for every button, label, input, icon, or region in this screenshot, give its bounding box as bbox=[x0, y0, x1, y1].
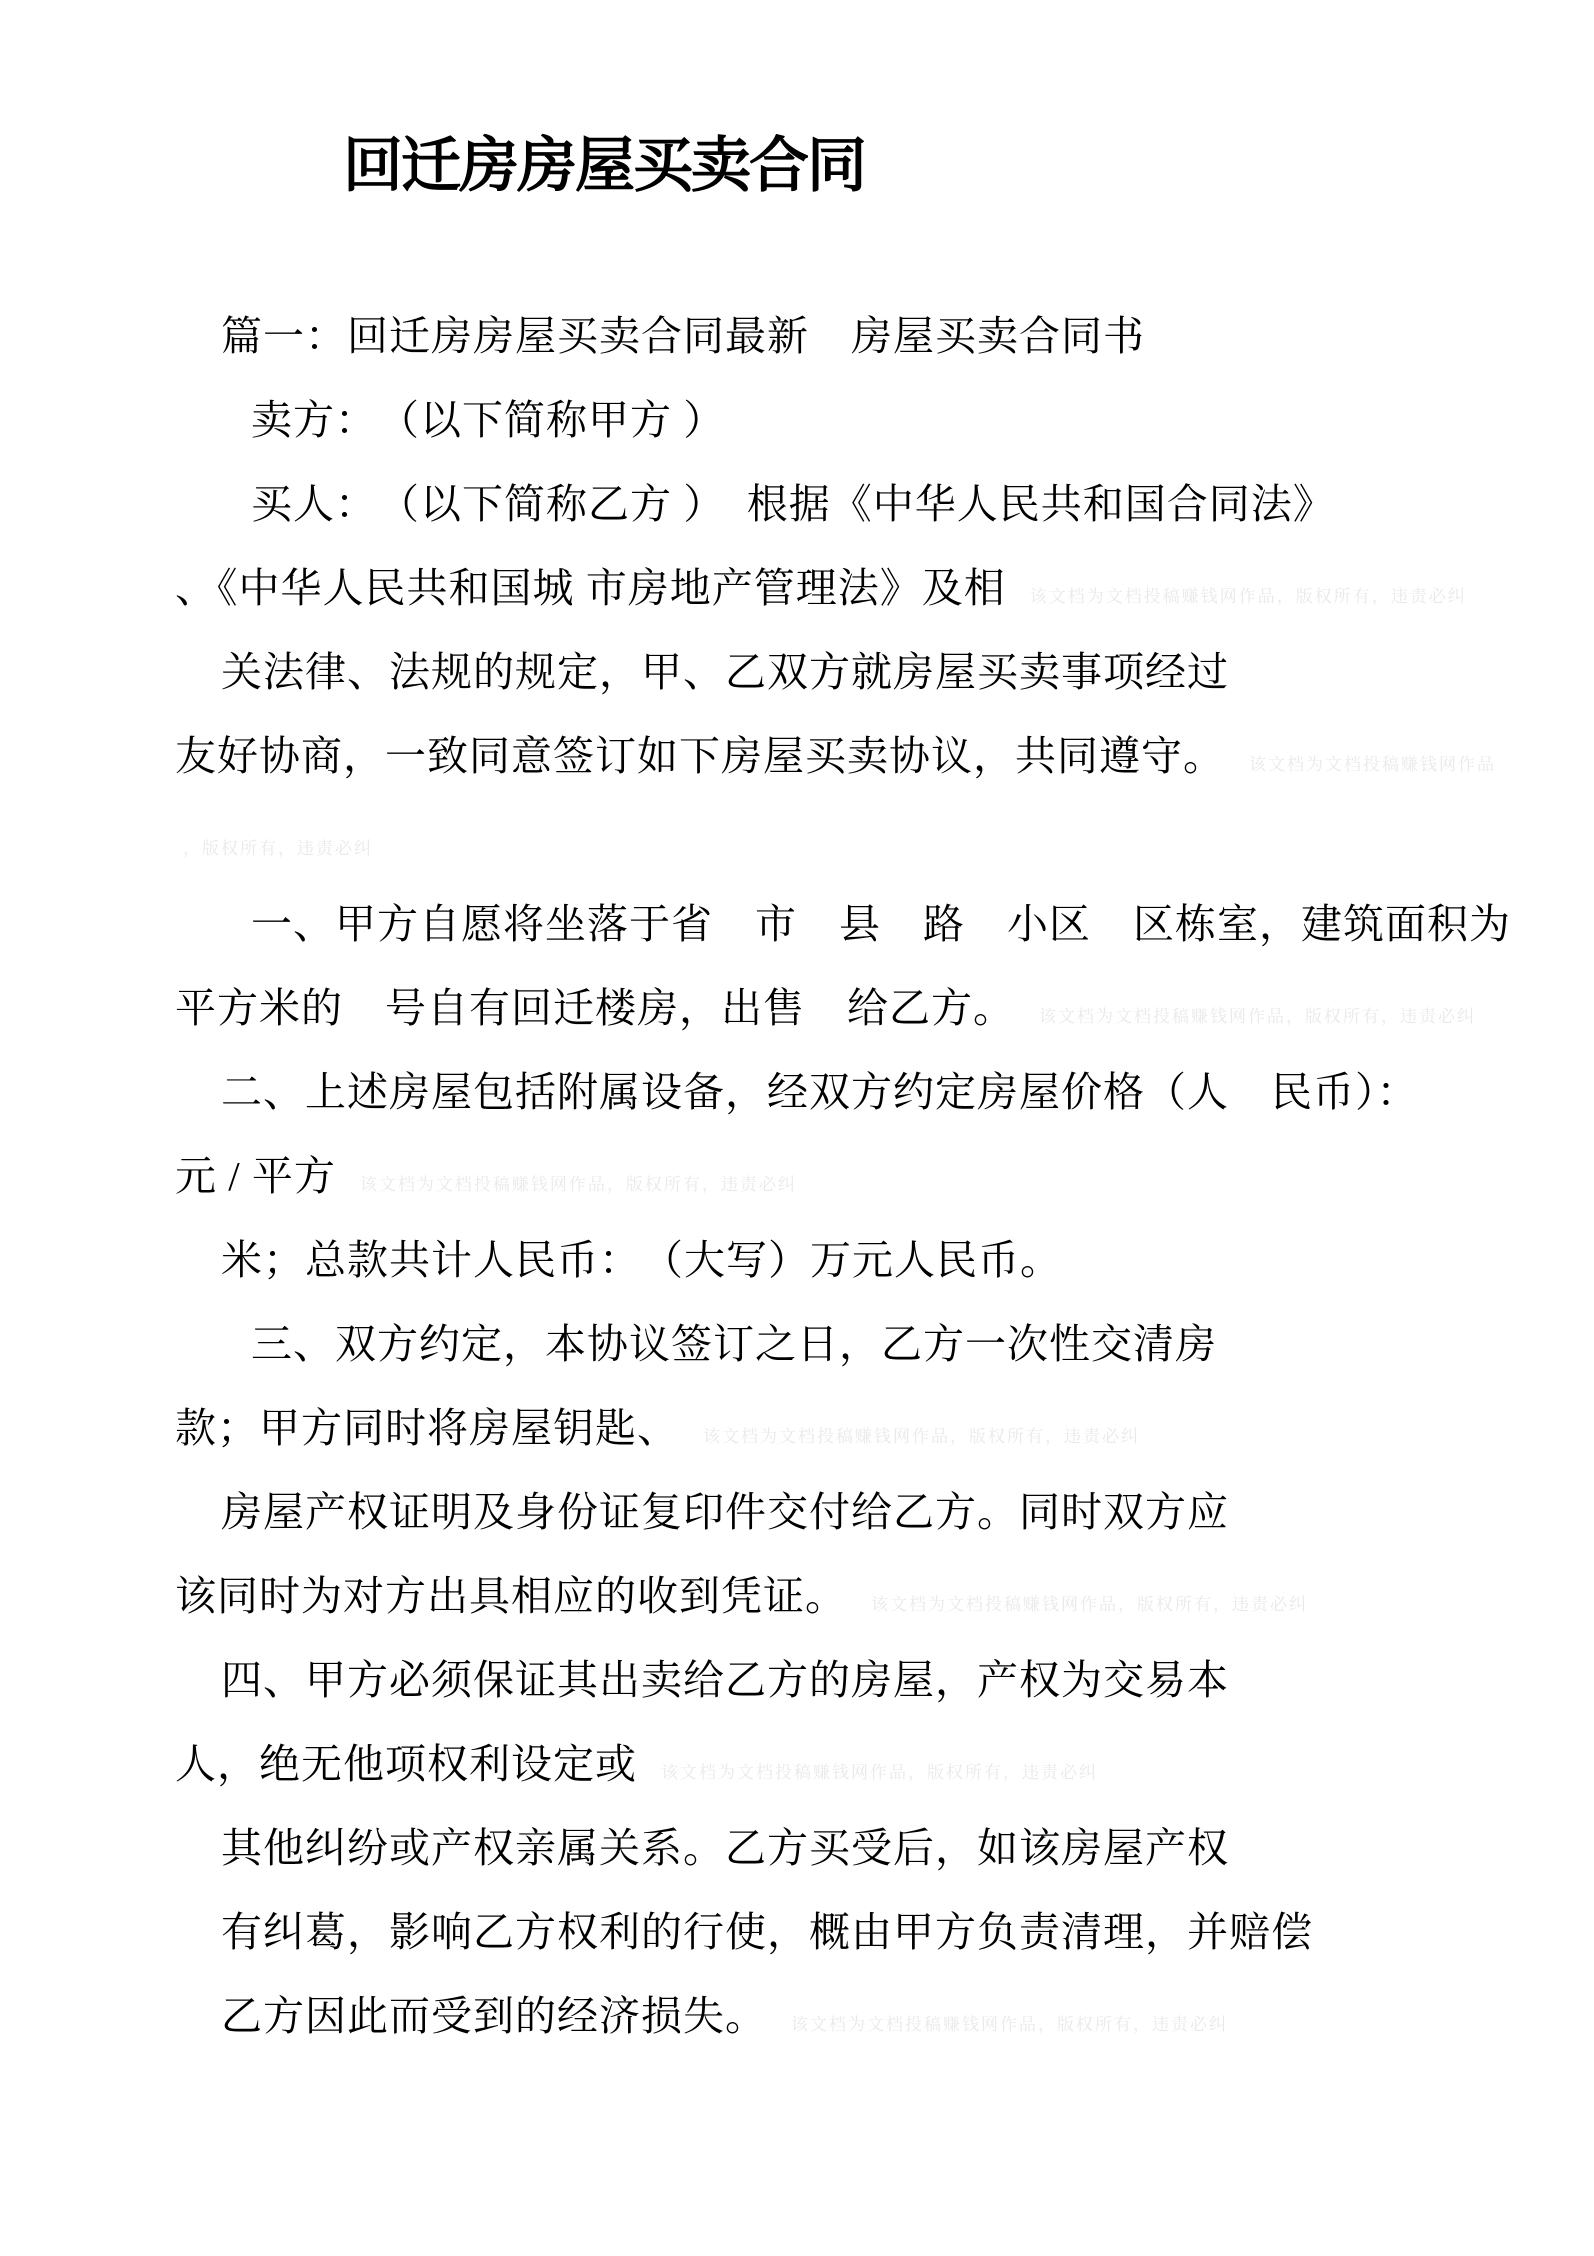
document-line bbox=[175, 1302, 1494, 1386]
document-line bbox=[175, 1638, 1494, 1722]
document-line bbox=[175, 714, 1494, 798]
line-text: 乙方因此而受到的经济损失。 bbox=[221, 1993, 767, 2039]
document-line bbox=[175, 378, 1494, 462]
line-text: 关法律、法规的规定，甲、乙双方就房屋买卖事项经过 bbox=[221, 649, 1229, 695]
document-line bbox=[175, 1806, 1494, 1890]
line-text: 该同时为对方出具相应的收到凭证。 bbox=[175, 1573, 847, 1619]
document-line bbox=[175, 1134, 1494, 1218]
document-title: 回迁房房屋买卖合同 bbox=[343, 132, 865, 199]
document-line bbox=[175, 1218, 1494, 1302]
watermark-text: 该文档为文档投稿赚钱网作品，版权所有，违责必纠 bbox=[703, 1427, 1140, 1446]
document-line bbox=[175, 1890, 1494, 1974]
document-line bbox=[175, 1470, 1494, 1554]
document-line bbox=[175, 882, 1511, 966]
watermark-text: 该文档为文档投稿赚钱网作品，版权所有，违责必纠 bbox=[1029, 587, 1467, 606]
line-text: 三、双方约定，本协议签订之日，乙方一次性交清房 bbox=[251, 1321, 1217, 1367]
document-line bbox=[175, 1554, 1494, 1638]
document-line bbox=[175, 294, 1494, 378]
line-text: 款；甲方同时将房屋钥匙、 bbox=[175, 1405, 679, 1451]
watermark-text: 该文档为文档投稿赚钱网作品 bbox=[1249, 755, 1496, 774]
watermark-text: ，版权所有，违责必纠 bbox=[183, 839, 373, 858]
document-line bbox=[175, 1722, 1494, 1806]
line-text: 篇一：回迁房房屋买卖合同最新 房屋买卖合同书 bbox=[221, 313, 1145, 359]
document-line bbox=[175, 462, 1494, 546]
document-line bbox=[175, 966, 1494, 1050]
document-line bbox=[175, 630, 1494, 714]
watermark-text: 该文档为文档投稿赚钱网作品，版权所有，违责必纠 bbox=[1039, 1007, 1476, 1026]
line-text: 买人： （以下简称乙方 ） 根据《中华人民共和国合同法》 bbox=[251, 481, 1335, 527]
line-text: 二、上述房屋包括附属设备，经双方约定房屋价格（人 民币）： bbox=[221, 1069, 1419, 1115]
line-text: 米；总款共计人民币： （大写）万元人民币。 bbox=[221, 1237, 1062, 1283]
line-text: 平方米的 号自有回迁楼房，出售 给乙方。 bbox=[175, 985, 1015, 1031]
line-text: 房屋产权证明及身份证复印件交付给乙方。同时双方应 bbox=[221, 1489, 1229, 1535]
watermark-text: 该文档为文档投稿赚钱网作品，版权所有，违责必纠 bbox=[871, 1595, 1308, 1614]
document-line bbox=[175, 1050, 1494, 1134]
document-body bbox=[175, 294, 1511, 2058]
document-line bbox=[175, 1386, 1494, 1470]
line-text: 四、甲方必须保证其出卖给乙方的房屋，产权为交易本 bbox=[221, 1657, 1229, 1703]
document-line bbox=[175, 798, 1494, 882]
line-text: 友好协商，一致同意签订如下房屋买卖协议，共同遵守。 bbox=[175, 733, 1225, 779]
document-line bbox=[175, 546, 1494, 630]
line-text: 其他纠纷或产权亲属关系。乙方买受后，如该房屋产权 bbox=[221, 1825, 1229, 1871]
document-line bbox=[175, 1974, 1494, 2058]
watermark-text: 该文档为文档投稿赚钱网作品，版权所有，违责必纠 bbox=[359, 1175, 797, 1194]
line-text: 元 / 平方 bbox=[175, 1153, 336, 1199]
line-text: 有纠葛，影响乙方权利的行使，概由甲方负责清理，并赔偿 bbox=[221, 1909, 1313, 1955]
line-text: 一、甲方自愿将坐落于省 市 县 路 小区 区栋室，建筑面积为 bbox=[251, 901, 1511, 947]
line-text: 、《中华人民共和国城 市房地产管理法》及相 bbox=[175, 565, 1006, 611]
line-text: 卖方： （以下简称甲方 ） bbox=[251, 397, 726, 443]
watermark-text: 该文档为文档投稿赚钱网作品，版权所有，违责必纠 bbox=[791, 2015, 1228, 2034]
watermark-text: 该文档为文档投稿赚钱网作品，版权所有，违责必纠 bbox=[661, 1763, 1098, 1782]
line-text: 人，绝无他项权利设定或 bbox=[175, 1741, 637, 1787]
